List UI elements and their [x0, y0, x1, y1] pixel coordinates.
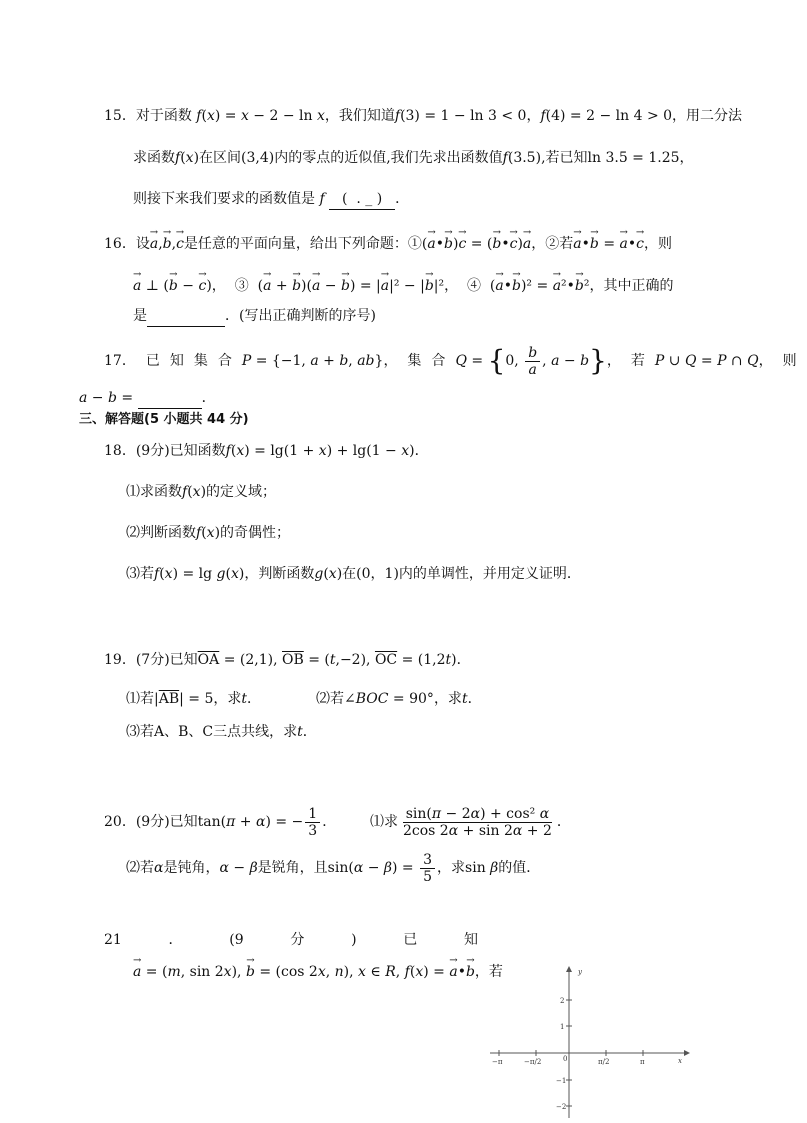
q15-line2: 求函数f(x)在区间(3,4)内的零点的近似值,我们先求出函数值f(3.5),若已知ln 3.5 = 1.25， — [133, 150, 694, 166]
x-axis-label: x — [678, 1057, 682, 1065]
q21-number: 21 — [104, 932, 122, 948]
q20-part2: ⑵若α是钝角，α − β是锐角，且sin(α − β) = $\frac{3}{5}$ ，求sin β的值． — [126, 851, 541, 885]
y-tick-label: 2 — [560, 997, 565, 1005]
q18-part1: ⑴求函数f(x)的定义域； — [126, 484, 277, 500]
q18-number: 18． — [104, 443, 136, 459]
q15-answer-blank: ( . _ ) — [329, 189, 395, 210]
x-tick-label: −π — [492, 1058, 503, 1066]
q15-line3: 则接下来我们要求的函数值是 f ( . _ ) ． — [133, 189, 409, 210]
y-axis-label: y — [578, 968, 582, 976]
q16-line2: → a ⊥ (→ b − → c)， ③ (→ a + → b)(→ a − → b) = |→ a|² − |→ b|²， ④ (→ a•→ b)² = → a²•→ b²，其中正确的 — [133, 276, 674, 296]
q21-line2: → a = (m, sin 2x), → b = (cos 2x, n), x ∈ R, f(x) = → a•→ b，若 — [133, 962, 503, 982]
q19-part1: ⑴若$|\overline{AB}| = 5$，求t． — [126, 691, 262, 707]
y-tick-label: −2 — [556, 1103, 567, 1111]
q15-number: 15． — [104, 108, 136, 124]
y-axis-arrow-icon — [566, 966, 572, 972]
q15-line1: 15．对于函数 f(x) = x − 2 − ln x，我们知道f(3) = 1 − ln 3 < 0，f(4) = 2 − ln 4 > 0，用二分法 — [104, 108, 743, 124]
x-tick-label: π — [640, 1058, 645, 1066]
section-heading: 三、解答题(5 小题共 44 分) — [79, 412, 249, 427]
q17-line2: a − b = ． — [79, 388, 216, 409]
x-axis-arrow-icon — [684, 1050, 690, 1056]
y-tick-label: −1 — [556, 1077, 567, 1085]
q18-stem: 18．(9分)已知函数f(x) = lg(1 + x) + lg(1 − x)． — [104, 443, 429, 459]
q16-line1: 16．设→ a,→ b,→ c是任意的平面向量，给出下列命题：①(→ a•→ b)→ c = (→ b•→ c)→ a，②若→ a•→ b = → a•→ c，则 — [104, 234, 672, 254]
q16-number: 16． — [104, 236, 136, 252]
q20-stem: 20．(9分)已知tan(π + α) = − $\frac{1}{3}$ ． — [104, 805, 337, 839]
q19-part2: ⑵若∠BOC = 90°，求t． — [316, 691, 482, 707]
q20-part1: ⑴求 $\frac{\text{sin(π − 2α) + cos² α}}{2\cos 2\alpha + \sin 2\alpha + 2}$ ． — [370, 805, 571, 839]
q17-number: 17 — [104, 353, 122, 369]
q17-answer-blank — [138, 388, 202, 409]
q17-line1: 17．已知集合P = {−1, a + b, ab}，集合Q = {0, $\frac{b}{a}$ , a − b}，若P ∪ Q = P ∩ Q，则 — [104, 344, 807, 378]
y-tick-label: 1 — [560, 1023, 565, 1031]
q21-line1: 21 ． (9 分 ) 已 知 — [104, 932, 478, 948]
coordinate-axes — [486, 962, 692, 1120]
q16-answer-blank — [147, 306, 225, 327]
q18-part2: ⑵判断函数f(x)的奇偶性； — [126, 525, 291, 541]
x-tick-label: π/2 — [598, 1058, 610, 1066]
q19-number: 19． — [104, 652, 136, 668]
y-ticks — [556, 997, 572, 1111]
q19-part3: ⑶若A、B、C三点共线，求t． — [126, 724, 317, 740]
q16-line3: 是 ．(写出正确判断的序号) — [133, 306, 376, 327]
q20-number: 20． — [104, 814, 136, 830]
x-tick-label: −π/2 — [524, 1058, 542, 1066]
q19-stem: 19．(7分)已知$\overline{OA} = (2,1)$, $\overline{OB} = (t,-2)$, $\overline{OC} = (1,2t)$． — [104, 652, 471, 668]
origin-label: 0 — [563, 1055, 568, 1063]
q18-part3: ⑶若f(x) = lg g(x)，判断函数g(x)在(0，1)内的单调性，并用定义证明． — [126, 566, 581, 582]
